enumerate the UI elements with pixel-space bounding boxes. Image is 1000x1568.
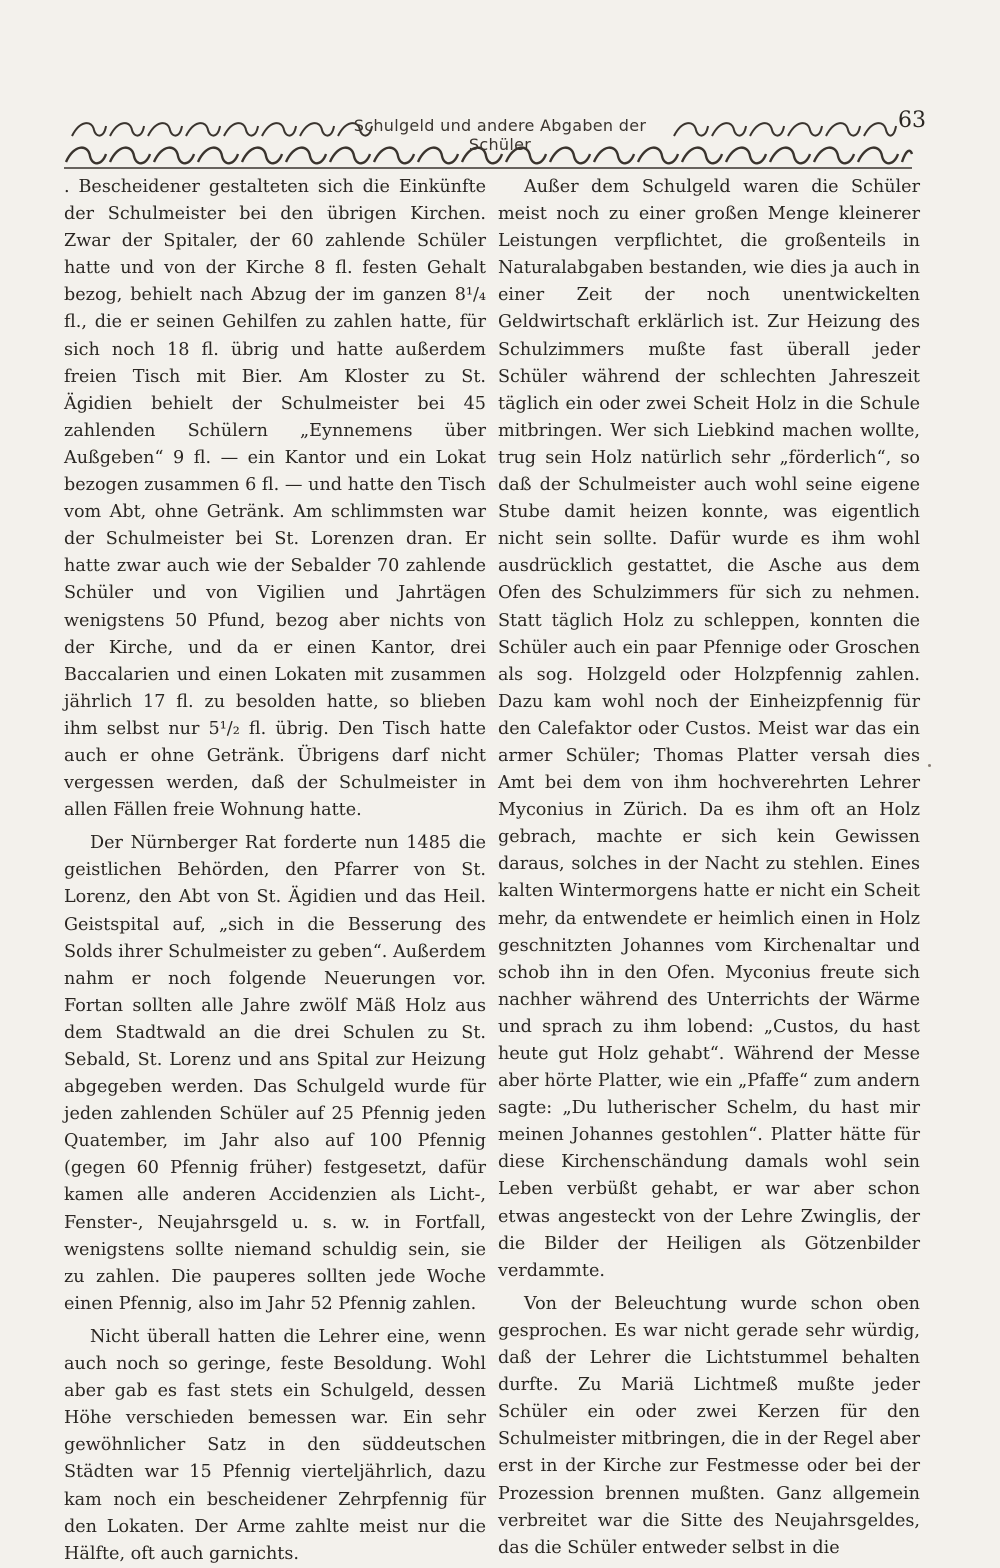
paragraph: Nicht überall hatten die Lehrer eine, wenn auch noch so geringe, feste Besoldung. Wohl aber gab es fast stets ein Schulgeld, dessen Höhe verschieden bemessen war. Ein sehr gewöhnlicher Satz in den süddeutschen Städten war 15 Pfennig vierteljährlich, dazu kam noch ein bescheidener Zehrpfennig für den Lokaten. Der Arme zahlte meist nur die Hälfte, oft auch garnichts. <box>64 1326 486 1564</box>
left-text-column <box>64 174 486 1568</box>
paragraph: Von der Beleuchtung wurde schon oben gesprochen. Es war nicht gerade sehr würdig, daß der Lehrer die Lichtstummel behalten durfte. Zu Mariä Lichtmeß mußte jeder Schüler ein oder zwei Kerzen für den Schulmeister mitbringen, die in der Regel aber erst in der Kirche zur Festmesse oder bei der Prozession brennen mußten. Ganz allgemein verbreitet war die Sitte des Neujahrsgeldes, das die Schüler entweder selbst in die <box>498 1293 920 1558</box>
page-header <box>62 108 926 154</box>
paragraph: Außer dem Schulgeld waren die Schüler meist noch zu einer großen Menge kleinerer Leistungen verpflichtet, die großenteils in Naturalabgaben bestanden, wie dies ja auch in einer Zeit der noch unentwickelten Geldwirtschaft erklärlich ist. Zur Heizung des Schulzimmers mußte fast überall jeder Schüler während der schlechten Jahreszeit täglich ein oder zwei Scheit Holz in die Schule mitbringen. Wer sich Liebkind machen wollte, trug sein Holz natürlich sehr „förderlich“, so daß der Schulmeister auch wohl seine eigene Stube damit heizen konnte, was eigentlich nicht sein sollte. Dafür wurde es ihm wohl ausdrücklich gestattet, die Asche aus dem Ofen des Schulzimmers für sich zu nehmen. Statt täglich Holz zu schleppen, konnten die Schüler auch ein paar Pfennige oder Groschen als sog. Holzgeld oder Holzpfennig zahlen. Dazu kam wohl noch der Einheizpfennig für den Calefaktor oder Custos. Meist war das ein armer Schüler; Thomas Platter versah dies Amt bei dem von ihm hochverehrten Lehrer Myconius in Zürich. Da es ihm oft an Holz gebrach, machte er sich kein Gewissen daraus, solches in der Nacht zu stehlen. Eines kalten Wintermorgens hatte er nicht ein Scheit mehr, da entwendete er heimlich einen in Holz geschnitzten Johannes vom Kirchenaltar und schob ihn in den Ofen. Myconius freute sich nachher während des Unterrichts der Wärme und sprach zu ihm lobend: „Custos, du hast heute gut Holz gehabt“. Während der Messe aber hörte Platter, wie ein „Pfaffe“ zum andern sagte: „Du lutherischer Schelm, du hast mir meinen Johannes gestohlen“. Platter hätte für diese Kirchenschändung damals wohl sein Leben verbüßt gehabt, er war aber schon etwas angesteckt von der Lehre Zwinglis, der die Bilder der Heiligen als Götzenbilder verdammte. <box>498 177 920 1281</box>
decorative-border-band <box>62 140 914 170</box>
header-ornament-right <box>672 118 898 140</box>
running-title: Schulgeld und andere Abgaben der Schüler <box>353 116 647 154</box>
right-text-column <box>498 174 920 1562</box>
paragraph: . Bescheidener gestalteten sich die Einkünfte der Schulmeister bei den übrigen Kirchen. Zwar der Spitaler, der 60 zahlende Schüler hatte und von der Kirche 8 fl. festen Gehalt bezog, behielt nach Abzug der im ganzen 8¹/₄ fl., die er seinen Gehilfen zu zahlen hatte, für sich noch 18 fl. übrig und hatte außerdem freien Tisch mit Bier. Am Kloster zu St. Ägidien behielt der Schulmeister bei 45 zahlenden Schülern „Eynnemens über Außgeben“ 9 fl. — ein Kantor und ein Lokat bezogen zusammen 6 fl. — und hatte den Tisch vom Abt, ohne Getränk. Am schlimmsten war der Schulmeister bei St. Lorenzen dran. Er hatte zwar auch wie der Sebalder 70 zahlende Schüler und von Vigilien und Jahrtägen wenigstens 50 Pfund, bezog aber nichts von der Kirche, und da er einen Kantor, drei Baccalarien und einen Lokaten mit zusammen jährlich 17 fl. zu besolden hatte, so blieben ihm selbst nur 5¹/₂ fl. übrig. Den Tisch hatte auch er ohne Getränk. Übrigens darf nicht vergessen werden, daß der Schulmeister in allen Fällen freie Wohnung hatte. <box>64 177 486 821</box>
paragraph: Der Nürnberger Rat forderte nun 1485 die geistlichen Behörden, den Pfarrer von St. Lorenz, den Abt von St. Ägidien und das Heil. Geistspital auf, „sich in die Besserung des Solds ihrer Schulmeister zu geben“. Außerdem nahm er noch folgende Neuerungen vor. Fortan sollten alle Jahre zwölf Mäß Holz aus dem Stadtwald an die drei Schulen zu St. Sebald, St. Lorenz und ans Spital zur Heizung abgegeben werden. Das Schulgeld wurde für jeden zahlenden Schüler auf 25 Pfennig jeden Quatember, im Jahr also auf 100 Pfennig (gegen 60 Pfennig früher) festgesetzt, dafür kamen alle anderen Accidenzien als Licht-, Fenster-, Neujahrsgeld u. s. w. in Fortfall, wenigstens sollte niemand schuldig sein, sie zu zahlen. Die pauperes sollten jede Woche einen Pfennig, also im Jahr 52 Pfennig zahlen. <box>64 833 486 1314</box>
page-number: 63 <box>898 108 926 133</box>
paper-speck <box>928 764 931 767</box>
